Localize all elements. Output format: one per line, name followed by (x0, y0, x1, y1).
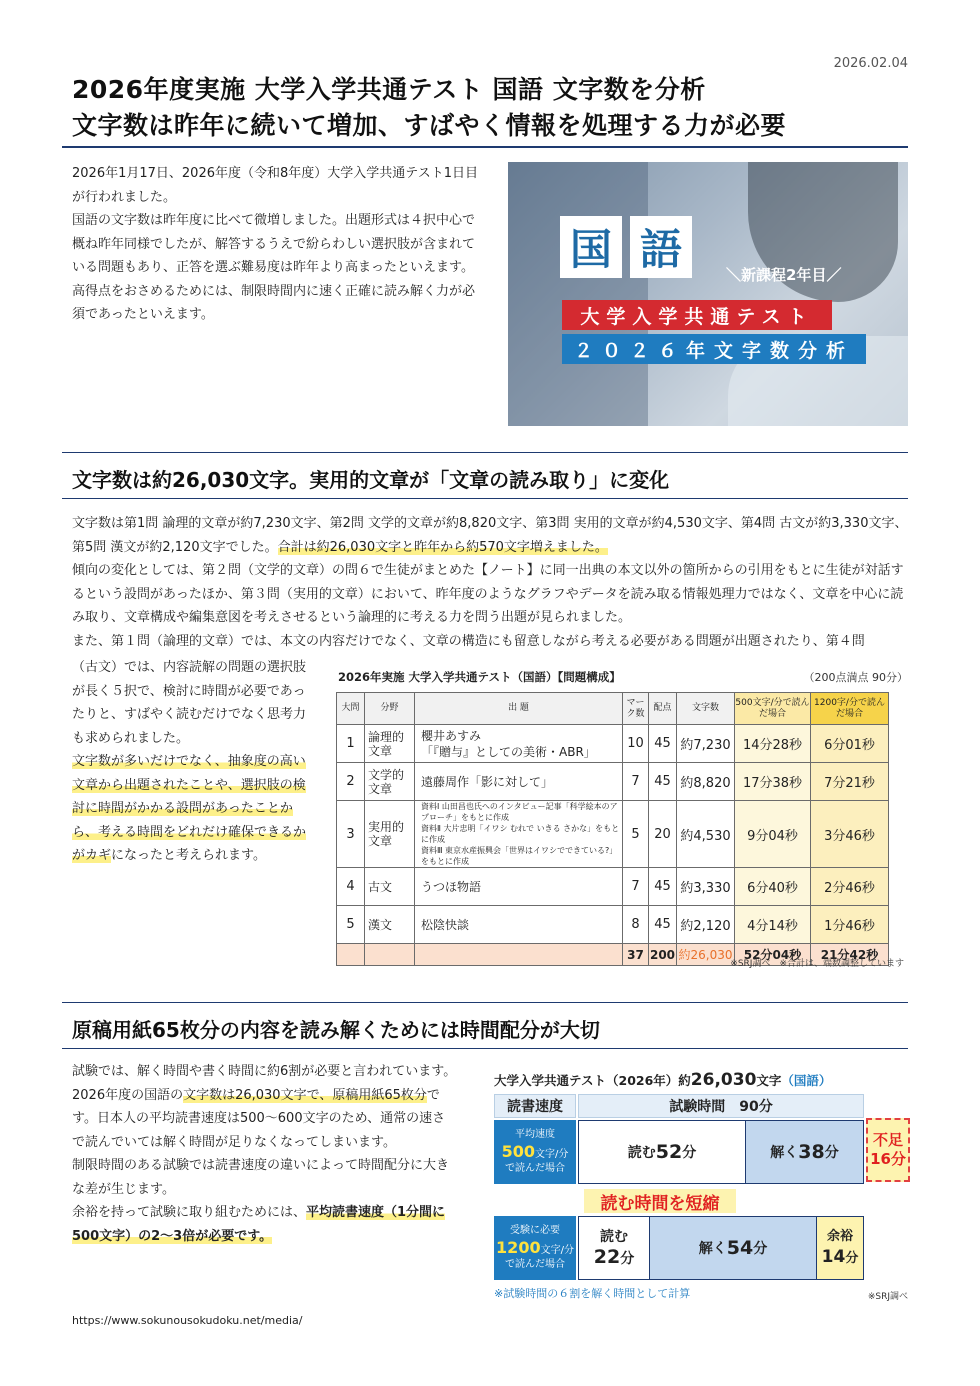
cell-empty (365, 944, 415, 966)
cell-time-500-total: 52分04秒 (735, 944, 811, 966)
cell-marks-total: 37 (623, 944, 649, 966)
cell-chars: 約7,230 (677, 725, 735, 763)
diagram-speed-500 (494, 1120, 576, 1184)
header-cell: 文字数 (677, 693, 735, 725)
cell-chars-total: 約26,030 (677, 944, 735, 966)
solve-value: 54 (726, 1237, 754, 1259)
diagram-source: ※SRJ調べ (867, 1292, 908, 1302)
cell-title: 松陰快談 (415, 906, 623, 944)
cell-time-500: 9分04秒 (735, 801, 811, 868)
diagram-solve-38 (745, 1120, 864, 1184)
cell-field: 漢文 (365, 906, 415, 944)
read-unit: 分 (620, 1251, 635, 1267)
intro-paragraph: 国語の文字数は昨年度に比べて微増しました。出題形式は４択中心で概ね昨年同様でしたが、解答するうえで紛らわしい選択肢が含まれている問題もあり、正答を選ぶ難易度は昨年より高まったといえます。 (72, 213, 476, 275)
header-cell: 配点 (649, 693, 677, 725)
cell-field: 古文 (365, 868, 415, 906)
section2-top-divider (62, 1002, 908, 1003)
section1-side-text (72, 656, 317, 868)
cell-time-500: 4分14秒 (735, 906, 811, 944)
diagram-title-unit: 文字 (756, 1073, 782, 1088)
diagram-solve-54 (649, 1216, 817, 1280)
hero-band-red: 大学入学共通テスト (562, 300, 832, 330)
section2-bottom-divider (62, 1048, 908, 1049)
hero-band-blue: ２０２６年文字数分析 (562, 334, 866, 364)
cell-title: うつほ物語 (415, 868, 623, 906)
cell-title: 櫻井あすみ 「『贈与』としての美術・ABR」 (415, 725, 623, 763)
cell-time-500: 17分38秒 (735, 763, 811, 801)
section1-p1-highlight: 合計は約26,030文字と昨年から約570文字増えました。 (277, 539, 608, 555)
cell-time-1200-total: 21分42秒 (811, 944, 889, 966)
intro-paragraph: 2026年1月17日、2026年度（令和8年度）大学入学共通テスト1日目が行われました。 (72, 166, 479, 205)
cell-field: 文学的文章 (365, 763, 415, 801)
cell-no: 2 (337, 763, 365, 801)
cell-no: 1 (337, 725, 365, 763)
diagram-title-subject: （国語） (781, 1073, 832, 1088)
cell-points-total: 200 (649, 944, 677, 966)
cell-marks: 10 (623, 725, 649, 763)
table-row (337, 801, 889, 868)
diagram-title-number: 26,030 (690, 1070, 757, 1090)
table-note: （200点満点 90分） (803, 671, 908, 684)
diagram-head-time: 試験時間 90分 (578, 1094, 864, 1118)
cell-chars: 約4,530 (677, 801, 735, 868)
header-cell: 大問 (337, 693, 365, 725)
title-divider (62, 146, 908, 148)
cell-points: 45 (649, 868, 677, 906)
speed-suffix: で読んだ場合 (505, 1259, 565, 1270)
diagram-note: ※試験時間の６割を解く時間として計算 (494, 1287, 691, 1300)
hero-kanji-1: 国 (560, 216, 622, 278)
cell-time-1200: 7分21秒 (811, 763, 889, 801)
section2-title: 原稿用紙65枚分の内容を読み解くためには時間配分が大切 (72, 1018, 600, 1042)
cell-points: 45 (649, 725, 677, 763)
cell-field: 実用的文章 (365, 801, 415, 868)
header-cell: 分野 (365, 693, 415, 725)
cell-title: 遠藤周作「影に対して」 (415, 763, 623, 801)
solve-label: 解く (698, 1241, 727, 1257)
cell-chars: 約2,120 (677, 906, 735, 944)
table-title: 2026年実施 大学入学共通テスト（国語）【問題構成】 (338, 670, 621, 684)
speed-value: 1200 (496, 1238, 541, 1257)
section2-p1: 試験では、解く時間や書く時間に約6割が必要と言われています。 (72, 1064, 457, 1079)
cell-time-1200: 2分46秒 (811, 868, 889, 906)
table-row (337, 906, 889, 944)
cell-points: 45 (649, 906, 677, 944)
read-value: 52 (655, 1141, 683, 1163)
cell-marks: 5 (623, 801, 649, 868)
diagram-lack (866, 1118, 910, 1182)
cell-title: 資料Ⅰ 山田昌也氏へのインタビュー記事「科学絵本のアプローチ」をもとに作成 資料Ⅱ 大片忠明「イワシ むれで いきる さかな」をもとに作成 資料Ⅲ 東京水産振興会「世界はイワシでできている?」をもとに作成 (415, 801, 623, 868)
speed-value: 500 (501, 1142, 536, 1161)
section1-p3: また、第１問（論理的文章）では、本文の内容だけでなく、文章の構造にも留意しながら考える必要がある問題が出題されたり、第４問 (72, 633, 865, 649)
read-label: 読む (600, 1229, 628, 1245)
hero-tag: ＼新課程2年目／ (726, 266, 842, 284)
cell-chars: 約8,820 (677, 763, 735, 801)
section2-p3: 制限時間のある試験では読書速度の違いによって時間配分に大きな差が生じます。 (72, 1158, 450, 1197)
section2-p4-highlight: 平均読書速度（1分間に500文字）の2～3倍が必要です。 (72, 1205, 446, 1244)
diagram-title (494, 1070, 831, 1090)
extra-value: 14 (821, 1247, 846, 1267)
solve-unit: 分 (824, 1145, 839, 1161)
date: 2026.02.04 (833, 56, 908, 71)
diagram-head-speed: 読書速度 (494, 1094, 576, 1118)
cell-chars: 約3,330 (677, 868, 735, 906)
diagram-read-22 (578, 1216, 650, 1280)
cell-time-500: 14分28秒 (735, 725, 811, 763)
speed-unit: 文字/分 (540, 1245, 574, 1256)
diagram-speed-1200 (494, 1216, 576, 1280)
extra-unit: 分 (845, 1251, 859, 1266)
section2-body (72, 1060, 458, 1248)
cell-marks: 8 (623, 906, 649, 944)
solve-label: 解く (770, 1145, 799, 1161)
cell-time-1200: 3分46秒 (811, 801, 889, 868)
section1-bottom-divider (62, 498, 908, 499)
diagram-title-a: 大学入学共通テスト（2026年）約 (494, 1073, 691, 1088)
section1-p2: 傾向の変化としては、第２問（文学的文章）の問６で生徒がまとめた【ノート】に同一出典の本文以外の箇所からの引用をもとに生徒が対話するという設問があったほか、第３問（実用的文章）において、昨年度のようなグラフやデータを読み取る情報処理力ではなく、文章を中心に読み取り、文章構成や編集意図を考えさせるという論理的に考える力を問う出題が見られました。 (72, 563, 904, 625)
header-cell: 1200字/分で読んだ場合 (811, 693, 889, 725)
footer-url[interactable]: https://www.sokunousokudoku.net/media/ (72, 1314, 303, 1327)
speed-label: 平均速度 (515, 1129, 555, 1140)
cell-time-1200: 1分46秒 (811, 906, 889, 944)
section1-top-divider (62, 452, 908, 453)
cell-time-1200: 6分01秒 (811, 725, 889, 763)
section1-p3-cont: （古文）では、内容読解の問題の選択肢が長く５択で、検討に時間が必要であったりと、すばやく読むだけでなく思考力も求められました。 (72, 660, 307, 746)
table-row (337, 763, 889, 801)
cell-points: 20 (649, 801, 677, 868)
read-value: 22 (593, 1246, 621, 1268)
table-source: ※SRJ調べ ※合計は、端数調整しています (730, 959, 904, 969)
cell-marks: 7 (623, 763, 649, 801)
cell-marks: 7 (623, 868, 649, 906)
cell-time-500: 6分40秒 (735, 868, 811, 906)
table-header-row (337, 693, 889, 725)
hero-image (508, 162, 908, 426)
speed-unit: 文字/分 (535, 1149, 569, 1160)
cell-empty (415, 944, 623, 966)
section1-p4-highlight: 文字数が多いだけでなく、抽象度の高い文章から出題されたことや、選択肢の検討に時間がかかる設問があったことから、考える時間をどれだけ確保できるかがカギ (72, 754, 307, 863)
table-row (337, 868, 889, 906)
header-cell: 出 題 (415, 693, 623, 725)
section1-title: 文字数は約26,030文字。実用的文章が「文章の読み取り」に変化 (72, 468, 670, 492)
page-title (72, 72, 912, 144)
intro-paragraph: 高得点をおさめるためには、制限時間内に速く正確に読み解く力が必須であったといえます。 (72, 283, 476, 322)
lack-label: 不足 (872, 1131, 903, 1149)
cell-empty (337, 944, 365, 966)
read-unit: 分 (682, 1145, 697, 1161)
section2-p2: 2026年度の国語の (72, 1087, 184, 1103)
diagram-extra-14 (816, 1216, 864, 1280)
cell-points: 45 (649, 763, 677, 801)
speed-label: 受験に必要 (510, 1225, 560, 1236)
extra-label: 余裕 (826, 1229, 853, 1244)
header-cell: マーク数 (623, 693, 649, 725)
section1-body (72, 512, 912, 653)
question-table (336, 692, 889, 966)
table-row (337, 725, 889, 763)
read-label: 読む (627, 1145, 656, 1161)
header-cell: 500文字/分で読んだ場合 (735, 693, 811, 725)
diagram-read-52 (578, 1120, 746, 1184)
lack-value: 16分 (870, 1150, 906, 1168)
solve-value: 38 (798, 1141, 825, 1163)
cell-field: 論理的文章 (365, 725, 415, 763)
hero-kanji-2: 語 (630, 216, 692, 278)
intro-text (72, 162, 480, 327)
cell-no: 5 (337, 906, 365, 944)
title-line-1: 2026年度実施 大学入学共通テスト 国語 文字数を分析 (72, 75, 706, 104)
cell-no: 3 (337, 801, 365, 868)
solve-unit: 分 (753, 1241, 768, 1257)
cell-no: 4 (337, 868, 365, 906)
section2-p4: 余裕を持って試験に取り組むためには、 (72, 1205, 307, 1220)
section2-p2-cont: です。日本人の平均読書速度は500～600文字のため、通常の速さで読んでいては解く時間が足りなくなってしまいます。 (72, 1087, 446, 1150)
section1-p4: になったと考えられます。 (111, 848, 266, 863)
speed-suffix: で読んだ場合 (505, 1163, 565, 1174)
diagram-shorten-label: 読む時間を短縮 (584, 1189, 736, 1213)
hero-shade (508, 162, 648, 426)
section1-p1: 文字数は第1問 論理的文章が約7,230文字、第2問 文学的文章が約8,820文字、第3問 実用的文章が約4,530文字、第4問 古文が約3,330文字、第5問 漢文が約2,120文字でした。 (72, 516, 908, 555)
section2-p2-highlight: 文字数は26,030文字で、原稿用紙65枚分 (183, 1087, 427, 1103)
title-line-2: 文字数は昨年に続いて増加、すばやく情報を処理する力が必要 (72, 111, 787, 140)
